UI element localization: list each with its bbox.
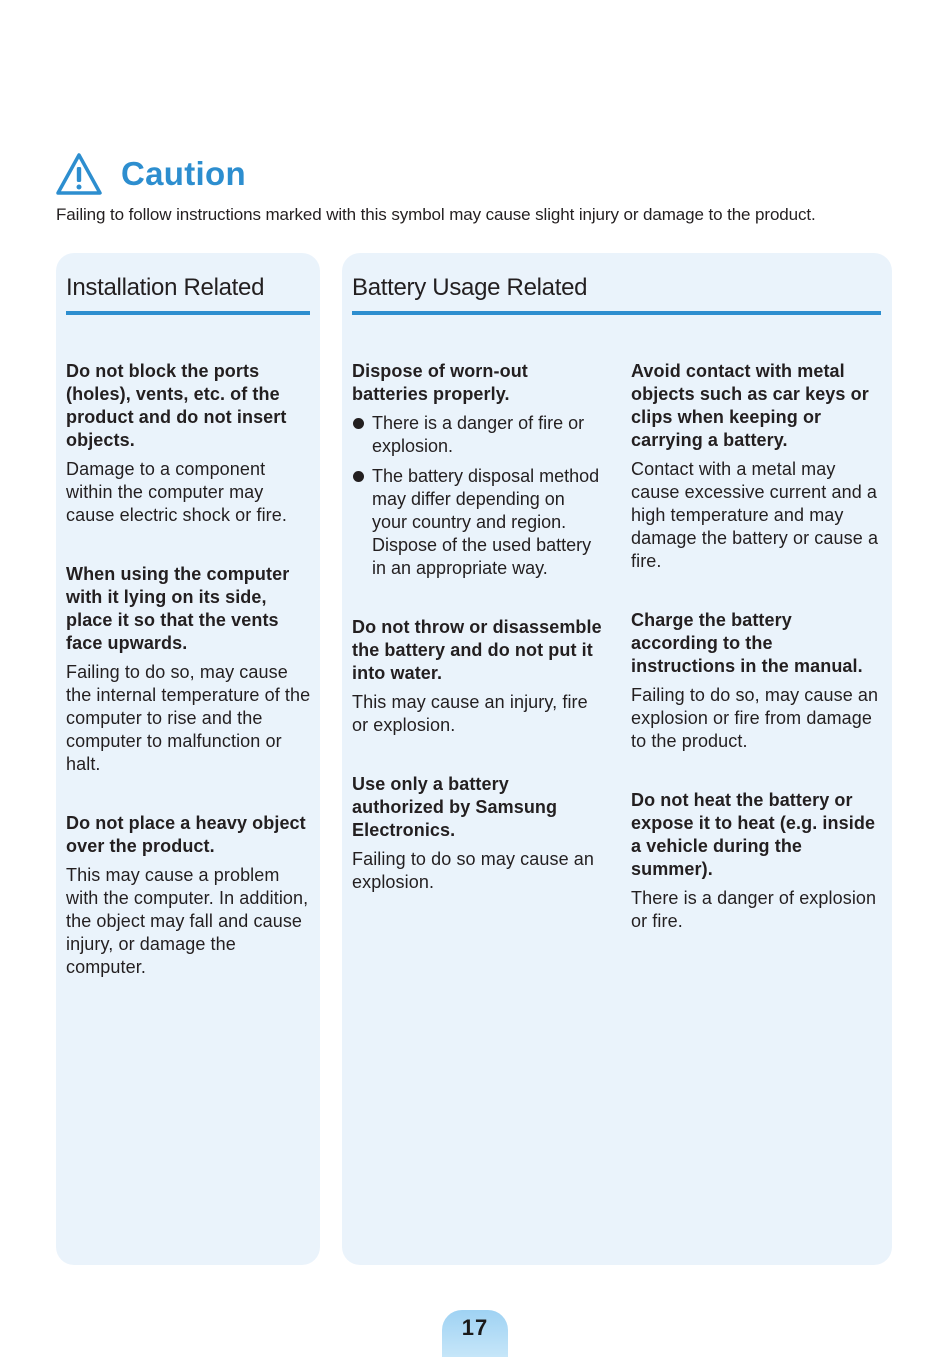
caution-item bbox=[66, 563, 312, 776]
bullet-item bbox=[352, 465, 604, 580]
item-text: Failing to do so may cause an explosion. bbox=[352, 849, 595, 892]
item-text: This may cause a problem with the computer. In addition, the object may fall and cause injury, or damage the computer. bbox=[66, 865, 309, 977]
page-number-tab bbox=[442, 1310, 508, 1357]
item-text: Contact with a metal may cause excessive current and a high temperature and may damage the battery or cause a fire. bbox=[631, 459, 879, 571]
item-heading: Dispose of worn-out batteries properly. bbox=[352, 361, 528, 404]
item-heading: Do not block the ports (holes), vents, etc. of the product and do not insert objects. bbox=[66, 361, 287, 450]
caution-item bbox=[352, 360, 604, 580]
warning-icon bbox=[55, 152, 103, 196]
bullet-item bbox=[352, 412, 604, 458]
installation-divider bbox=[66, 311, 310, 315]
item-heading: Avoid contact with metal objects such as car keys or clips when keeping or carrying a battery. bbox=[631, 361, 869, 450]
item-text: Failing to do so, may cause the internal temperature of the computer to rise and the computer to malfunction or halt. bbox=[66, 662, 311, 774]
page-number: 17 bbox=[461, 1315, 489, 1340]
bullet-text: There is a danger of fire or explosion. bbox=[372, 413, 585, 456]
caution-item bbox=[631, 360, 881, 573]
battery-column-right bbox=[631, 360, 881, 969]
caution-item bbox=[352, 616, 604, 737]
item-heading: Use only a battery authorized by Samsung Electronics. bbox=[352, 774, 558, 840]
item-heading: Do not throw or disassemble the battery and do not put it into water. bbox=[352, 617, 602, 683]
battery-divider bbox=[352, 311, 881, 315]
item-text: This may cause an injury, fire or explosion. bbox=[352, 692, 588, 735]
bullet-text: The battery disposal method may differ depending on your country and region. Dispose of the used battery in an appropriate way. bbox=[372, 466, 600, 578]
item-heading: Do not place a heavy object over the product. bbox=[66, 813, 306, 856]
item-text: Damage to a component within the computer may cause electric shock or fire. bbox=[66, 459, 287, 525]
battery-title: Battery Usage Related bbox=[352, 274, 588, 301]
caution-item bbox=[66, 812, 312, 979]
caution-header bbox=[55, 150, 246, 198]
caution-title: Caution bbox=[121, 155, 246, 192]
caution-item bbox=[66, 360, 312, 527]
item-heading: Charge the battery according to the instructions in the manual. bbox=[631, 610, 863, 676]
installation-column bbox=[66, 360, 312, 1015]
installation-title: Installation Related bbox=[66, 274, 265, 301]
item-text: Failing to do so, may cause an explosion or fire from damage to the product. bbox=[631, 685, 879, 751]
bullet-icon bbox=[353, 418, 364, 429]
caution-description: Failing to follow instructions marked with this symbol may cause slight injury or damage to the product. bbox=[56, 205, 816, 224]
caution-item bbox=[352, 773, 604, 894]
item-heading: When using the computer with it lying on its side, place it so that the vents face upwards. bbox=[66, 564, 290, 653]
item-heading: Do not heat the battery or expose it to heat (e.g. inside a vehicle during the summer). bbox=[631, 790, 876, 879]
caution-item bbox=[631, 789, 881, 933]
bullet-list bbox=[352, 412, 604, 580]
caution-item bbox=[631, 609, 881, 753]
battery-column-left bbox=[352, 360, 604, 930]
item-text: There is a danger of explosion or fire. bbox=[631, 888, 877, 931]
bullet-icon bbox=[353, 471, 364, 482]
